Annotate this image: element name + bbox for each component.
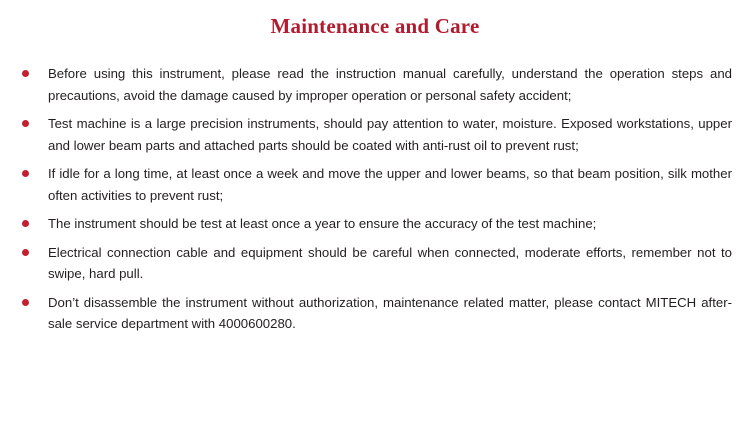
list-item-text: Test machine is a large precision instruments, should pay attention to water, moisture. Exposed workstations, upper and lower beam parts and attached parts should be coated with anti-rust oil to prevent rust;: [48, 116, 732, 153]
bullet-dot-icon: [22, 299, 29, 306]
bullet-dot-icon: [22, 249, 29, 256]
list-item: [0, 213, 750, 235]
bullet-dot-icon: [22, 220, 29, 227]
list-item-text: Electrical connection cable and equipment should be careful when connected, moderate efforts, remember not to swipe, hard pull.: [48, 244, 732, 282]
list-item: [0, 63, 750, 106]
list-item-text: The instrument should be test at least once a year to ensure the accuracy of the test machine;: [48, 216, 597, 232]
maintenance-care-list: [0, 63, 750, 335]
list-item: [0, 113, 750, 156]
bullet-dot-icon: [22, 120, 29, 127]
page-title: Maintenance and Care: [270, 14, 480, 38]
list-item: [0, 292, 750, 335]
list-item-text: Don’t disassemble the instrument without authorization, maintenance related matter, please contact MITECH after-sale service department with 4000600280.: [48, 294, 732, 332]
list-item: [0, 163, 750, 206]
list-item-text: Before using this instrument, please read the instruction manual carefully, understand the operation steps and precautions, avoid the damage caused by improper operation or personal safety accident;: [48, 66, 732, 103]
bullet-dot-icon: [22, 170, 29, 177]
bullet-dot-icon: [22, 70, 29, 77]
list-item: [0, 242, 750, 285]
list-item-text: If idle for a long time, at least once a week and move the upper and lower beams, so that beam position, silk mother often activities to prevent rust;: [48, 166, 732, 203]
